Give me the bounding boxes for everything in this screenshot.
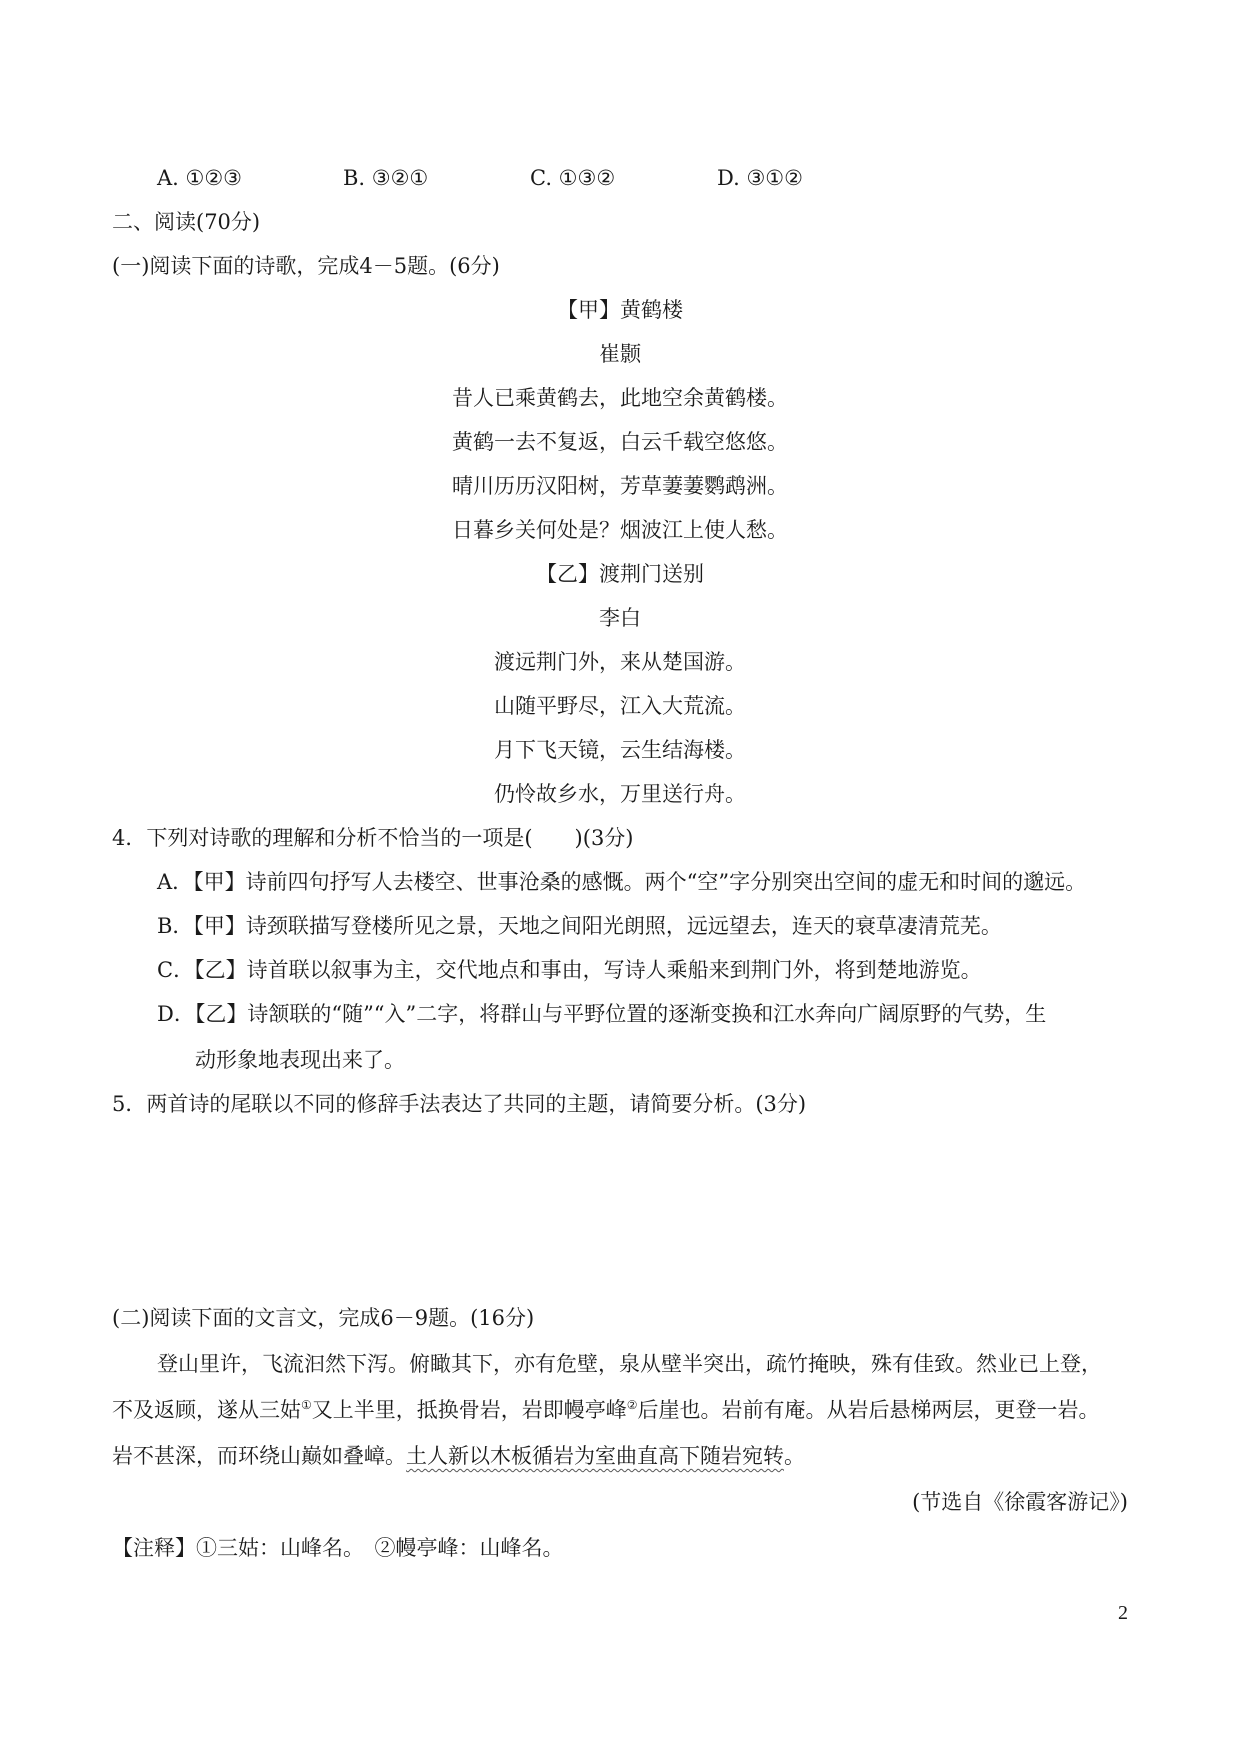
poem-b-title: 【乙】渡荆门送别 xyxy=(536,562,704,586)
poem-a-line: 日暮乡关何处是？烟波江上使人愁。 xyxy=(452,518,788,542)
footnote: 【注释】①三姑：山峰名。 ②幔亭峰：山峰名。 xyxy=(112,1536,564,1560)
poem-a-line: 黄鹤一去不复返，白云千载空悠悠。 xyxy=(452,430,788,454)
passage-line-1: 登山里许，飞流汩然下泻。俯瞰其下，亦有危壁，泉从壁半突出，疏竹掩映，殊有佳致。然业已上登， xyxy=(157,1352,1102,1376)
passage-text: 又上半里，抵换骨岩，岩即幔亭峰 xyxy=(311,1398,627,1422)
q4-option-d-continued: 动形象地表现出来了。 xyxy=(195,1048,405,1072)
passage-text: 后崖也。岩前有庵。从岩后悬梯两层，更登一岩。 xyxy=(637,1398,1100,1422)
poem-b-line: 山随平野尽，江入大荒流。 xyxy=(494,694,746,718)
poem-b-line: 渡远荆门外，来从楚国游。 xyxy=(494,650,746,674)
q5-stem: 5．两首诗的尾联以不同的修辞手法表达了共同的主题，请简要分析。(3分) xyxy=(112,1092,807,1116)
part2-intro: (二)阅读下面的文言文，完成6－9题。(16分) xyxy=(112,1306,535,1330)
footnote-marker-2: ② xyxy=(626,1398,638,1412)
q3-option-b: B. ③②① xyxy=(343,166,429,190)
part1-intro: (一)阅读下面的诗歌，完成4－5题。(6分) xyxy=(112,254,500,278)
q4-option-a: A．【甲】诗前四句抒写人去楼空、世事沧桑的感慨。两个“空”字分别突出空间的虚无和时间的邈远。 xyxy=(157,870,1087,894)
passage-text: 不及返顾，遂从三姑 xyxy=(112,1398,301,1422)
q4-stem: 4．下列对诗歌的理解和分析不恰当的一项是( )(3分) xyxy=(112,826,634,850)
q4-option-c: C．【乙】诗首联以叙事为主，交代地点和事由，写诗人乘船来到荆门外，将到楚地游览。 xyxy=(157,958,982,982)
passage-line-3 xyxy=(112,1446,805,1467)
poem-b-line: 仍怜故乡水，万里送行舟。 xyxy=(494,782,746,806)
passage-line-2 xyxy=(112,1400,1100,1421)
q4-option-b: B．【甲】诗颈联描写登楼所见之景，天地之间阳光朗照，远远望去，连天的衰草凄清荒芜。 xyxy=(157,914,1002,938)
poem-a-author: 崔颢 xyxy=(599,342,641,366)
poem-b-author: 李白 xyxy=(599,606,641,630)
passage-source: (节选自《徐霞客游记》) xyxy=(912,1490,1128,1514)
poem-a-title: 【甲】黄鹤楼 xyxy=(557,298,683,322)
page-number: 2 xyxy=(1118,1602,1128,1624)
q3-option-c: C. ①③② xyxy=(530,166,616,190)
q3-option-d: D. ③①② xyxy=(717,166,803,190)
footnote-marker-1: ① xyxy=(301,1398,312,1412)
underlined-sentence: 土人新以木板循岩为室曲直高下随岩宛转 xyxy=(406,1444,784,1468)
poem-a-line: 晴川历历汉阳树，芳草萋萋鹦鹉洲。 xyxy=(452,474,788,498)
section-heading: 二、阅读(70分) xyxy=(112,210,261,234)
q4-option-d: D．【乙】诗颔联的“随”“入”二字，将群山与平野位置的逐渐变换和江水奔向广阔原野的气势，生 xyxy=(157,1002,1047,1026)
passage-text: 岩不甚深，而环绕山巅如叠嶂。 xyxy=(112,1444,406,1468)
poem-a-line: 昔人已乘黄鹤去，此地空余黄鹤楼。 xyxy=(452,386,788,410)
q3-option-a: A. ①②③ xyxy=(157,166,242,190)
poem-b-line: 月下飞天镜，云生结海楼。 xyxy=(494,738,746,762)
passage-text: 。 xyxy=(784,1444,805,1468)
